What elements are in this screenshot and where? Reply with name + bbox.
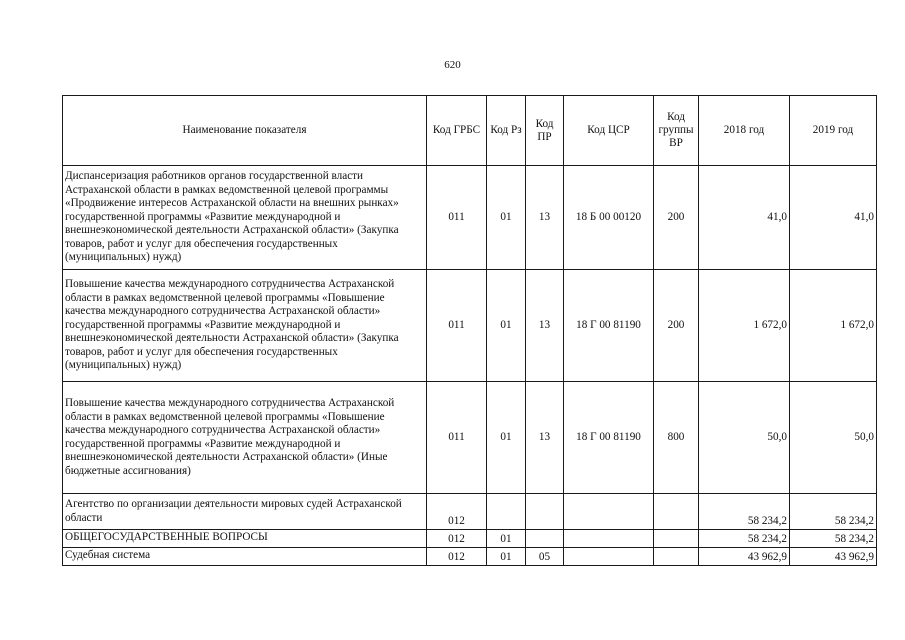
cell-vr: 200 [654,270,699,382]
cell-pr [526,494,564,530]
cell-grbs: 011 [427,166,487,270]
table-row [63,270,877,382]
cell-csr [564,494,654,530]
cell-2019: 1 672,0 [790,270,877,382]
table-row [63,382,877,494]
cell-vr [654,548,699,566]
cell-rz: 01 [487,548,526,566]
cell-rz [487,494,526,530]
cell-2018: 41,0 [699,166,790,270]
header-rz: Код Рз [487,96,526,166]
cell-name: Диспансеризация работников органов государственной власти Астраханской области в рамках ведомственной целевой программы «Продвижение интересов Астраханской области на внешних рынках» государственной программы «Развитие международной и внешнеэкономической деятельности Астраханской области» (Закупка товаров, работ и услуг для обеспечения государственных (муниципальных) нужд) [63,166,427,270]
header-row [63,96,877,166]
cell-rz: 01 [487,530,526,548]
cell-pr: 05 [526,548,564,566]
header-csr: Код ЦСР [564,96,654,166]
cell-name: Судебная система [63,548,427,566]
cell-vr: 800 [654,382,699,494]
cell-2019: 58 234,2 [790,530,877,548]
cell-grbs: 012 [427,530,487,548]
cell-csr [564,530,654,548]
cell-csr: 18 Г 00 81190 [564,382,654,494]
cell-pr: 13 [526,270,564,382]
table-row [63,166,877,270]
header-2019: 2019 год [790,96,877,166]
cell-grbs: 011 [427,270,487,382]
cell-vr: 200 [654,166,699,270]
header-pr: Код ПР [526,96,564,166]
cell-name: Повышение качества международного сотрудничества Астраханской области в рамках ведомственной целевой программы «Повышение качества международного сотрудничества Астраханской области» государственной программы «Развитие международной и внешнеэкономической деятельности Астраханской области» (Закупка товаров, работ и услуг для обеспечения государственных (муниципальных) нужд) [63,270,427,382]
header-2018: 2018 год [699,96,790,166]
table-row [63,494,877,530]
cell-2018: 58 234,2 [699,530,790,548]
header-name: Наименование показателя [63,96,427,166]
cell-2018: 1 672,0 [699,270,790,382]
cell-2018: 58 234,2 [699,494,790,530]
cell-name: Повышение качества международного сотрудничества Астраханской области в рамках ведомственной целевой программы «Повышение качества международного сотрудничества Астраханской области» государственной программы «Развитие международной и внешнеэкономической деятельности Астраханской области» (Иные бюджетные ассигнования) [63,382,427,494]
cell-rz: 01 [487,166,526,270]
cell-vr [654,530,699,548]
cell-pr: 13 [526,166,564,270]
cell-pr [526,530,564,548]
cell-grbs: 012 [427,548,487,566]
table-row [63,530,877,548]
cell-grbs: 011 [427,382,487,494]
cell-name: Агентство по организации деятельности мировых судей Астраханской области [63,494,427,530]
cell-vr [654,494,699,530]
cell-pr: 13 [526,382,564,494]
cell-2019: 50,0 [790,382,877,494]
cell-csr: 18 Г 00 81190 [564,270,654,382]
page-number: 620 [444,59,461,71]
cell-rz: 01 [487,270,526,382]
cell-2019: 41,0 [790,166,877,270]
cell-2018: 50,0 [699,382,790,494]
table-row [63,548,877,566]
cell-grbs: 012 [427,494,487,530]
cell-2018: 43 962,9 [699,548,790,566]
cell-2019: 43 962,9 [790,548,877,566]
cell-csr: 18 Б 00 00120 [564,166,654,270]
budget-table [62,95,877,566]
cell-rz: 01 [487,382,526,494]
cell-name: ОБЩЕГОСУДАРСТВЕННЫЕ ВОПРОСЫ [63,530,427,548]
header-vr: Код группы ВР [654,96,699,166]
header-grbs: Код ГРБС [427,96,487,166]
cell-2019: 58 234,2 [790,494,877,530]
cell-csr [564,548,654,566]
